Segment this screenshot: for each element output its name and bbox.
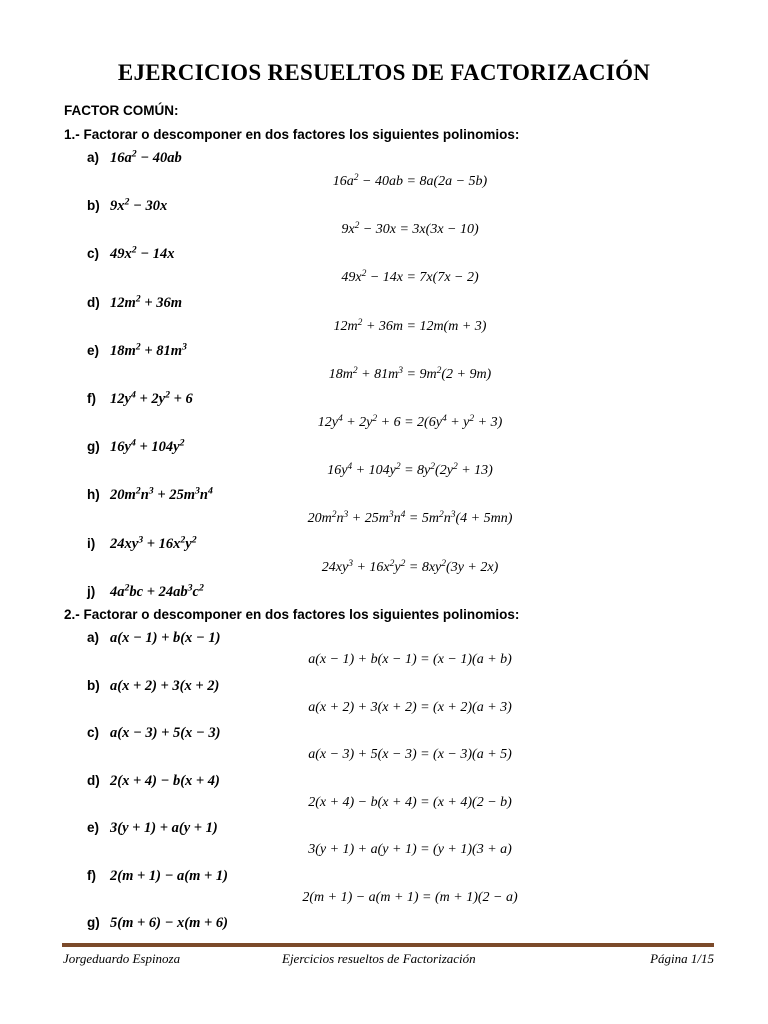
exercise-solution: $24xy^3 + 16x^2y^2 = 8xy^2(3y + 2x)$ [321, 558, 499, 575]
exercise-label: h) [87, 487, 100, 503]
exercise-label: b) [87, 198, 100, 214]
exercise-problem: $49x^2 - 14x$ [110, 244, 175, 263]
exercise-problem: $20m^2n^3 + 25m^3n^4$ [110, 485, 213, 504]
part1-exercise-c [87, 245, 174, 267]
part2-exercise-f [87, 867, 228, 889]
part1-exercise-d [87, 294, 182, 316]
exercise-label: g) [87, 915, 100, 930]
exercise-problem: $12m^2 + 36m$ [110, 293, 182, 311]
part1-exercise-b [87, 197, 167, 219]
part2-exercise-g [87, 914, 228, 936]
exercise-solution: $16y^4 + 104y^2 = 8y^2(2y^2 + 13)$ [327, 461, 493, 479]
part2-exercise-c [87, 724, 220, 746]
exercise-solution: $49x^2 - 14x = 7x(7x - 2)$ [341, 269, 479, 286]
exercise-problem: $4a^2bc + 24ab^3c^2$ [110, 582, 204, 600]
exercise-label: e) [87, 342, 100, 358]
exercise-problem: 5(m + 6) − x(m + 6) [110, 915, 228, 931]
footer-divider [62, 943, 714, 947]
exercise-solution: a(x − 1) + b(x − 1) = (x − 1)(a + b) [308, 652, 512, 667]
exercise-solution: $16a^2 - 40ab = 8a(2a - 5b)$ [332, 172, 488, 189]
exercise-solution: 2(x + 4) − b(x + 4) = (x + 4)(2 − b) [308, 794, 512, 810]
exercise-problem: $12y^4 + 2y^2 + 6$ [110, 389, 193, 407]
exercise-label: d) [87, 294, 100, 310]
exercise-label: c) [87, 725, 100, 740]
footer-page: Página 1/15 [650, 951, 714, 966]
exercise-solution: $12y^4 + 2y^2 + 6 = 2(6y^4 + y^2 + 3)$ [317, 413, 503, 430]
exercise-problem: 3(y + 1) + a(y + 1) [110, 820, 218, 836]
exercise-label: d) [87, 772, 100, 788]
part2-exercise-e [87, 819, 218, 841]
exercise-solution: 2(m + 1) − a(m + 1) = (m + 1)(2 − a) [302, 889, 518, 905]
exercise-solution: a(x − 3) + 5(x − 3) = (x − 3)(a + 5) [308, 747, 512, 762]
exercise-problem: $16a^2 - 40ab$ [110, 148, 182, 166]
exercise-solution: $18m^2 + 81m^3 = 9m^2(2 + 9m)$ [328, 365, 492, 382]
part1-exercise-g [87, 438, 184, 460]
exercise-solution: 3(y + 1) + a(y + 1) = (y + 1)(3 + a) [308, 842, 512, 857]
exercise-label: i) [87, 535, 96, 551]
part2-exercise-b [87, 677, 219, 699]
exercise-problem: a(x − 3) + 5(x − 3) [110, 725, 221, 741]
exercise-problem: $16y^4 + 104y^2$ [110, 437, 185, 456]
exercise-label: f) [87, 867, 96, 883]
footer-author: Jorgeduardo Espinoza [63, 951, 181, 966]
exercise-solution: $20m^2n^3 + 25m^3n^4 = 5m^2n^3(4 + 5mn)$ [307, 510, 513, 527]
exercise-label: b) [87, 677, 100, 693]
exercise-problem: $18m^2 + 81m^3$ [110, 341, 187, 359]
exercise-problem: a(x + 2) + 3(x + 2) [110, 677, 220, 694]
instruction-1: 1.- Factorar o descomponer en dos factores los siguientes polinomios: [64, 127, 520, 142]
part1-exercise-i [87, 535, 197, 557]
instruction-2: 2.- Factorar o descomponer en dos factores los siguientes polinomios: [64, 607, 520, 622]
part1-exercise-e [87, 342, 187, 364]
exercise-solution: a(x + 2) + 3(x + 2) = (x + 2)(a + 3) [308, 699, 512, 715]
exercise-problem: $9x^2 - 30x$ [110, 196, 168, 215]
exercise-solution: $9x^2 - 30x = 3x(3x - 10)$ [341, 220, 479, 238]
footer-document: Ejercicios resueltos de Factorización [282, 951, 476, 966]
exercise-problem: 2(x + 4) − b(x + 4) [110, 772, 220, 789]
part2-exercise-a [87, 629, 220, 651]
exercise-label: f) [87, 391, 96, 406]
section-heading: FACTOR COMÚN: [64, 103, 179, 118]
part1-exercise-h [87, 486, 213, 508]
exercise-label: a) [87, 150, 100, 165]
part1-exercise-a [87, 149, 182, 171]
page-title: EJERCICIOS RESUELTOS DE FACTORIZACIÓN [117, 60, 651, 85]
exercise-label: j) [87, 583, 96, 599]
exercise-problem: 2(m + 1) − a(m + 1) [110, 867, 228, 884]
exercise-label: e) [87, 820, 100, 835]
exercise-label: a) [87, 630, 100, 645]
exercise-problem: $24xy^3 + 16x^2y^2$ [110, 534, 197, 552]
exercise-label: g) [87, 439, 100, 455]
exercise-problem: a(x − 1) + b(x − 1) [110, 630, 221, 646]
part2-exercise-d [87, 772, 220, 794]
part1-exercise-j [87, 583, 204, 605]
exercise-solution: $12m^2 + 36m = 12m(m + 3)$ [333, 317, 487, 334]
part1-exercise-f [87, 390, 193, 412]
exercise-label: c) [87, 246, 100, 262]
